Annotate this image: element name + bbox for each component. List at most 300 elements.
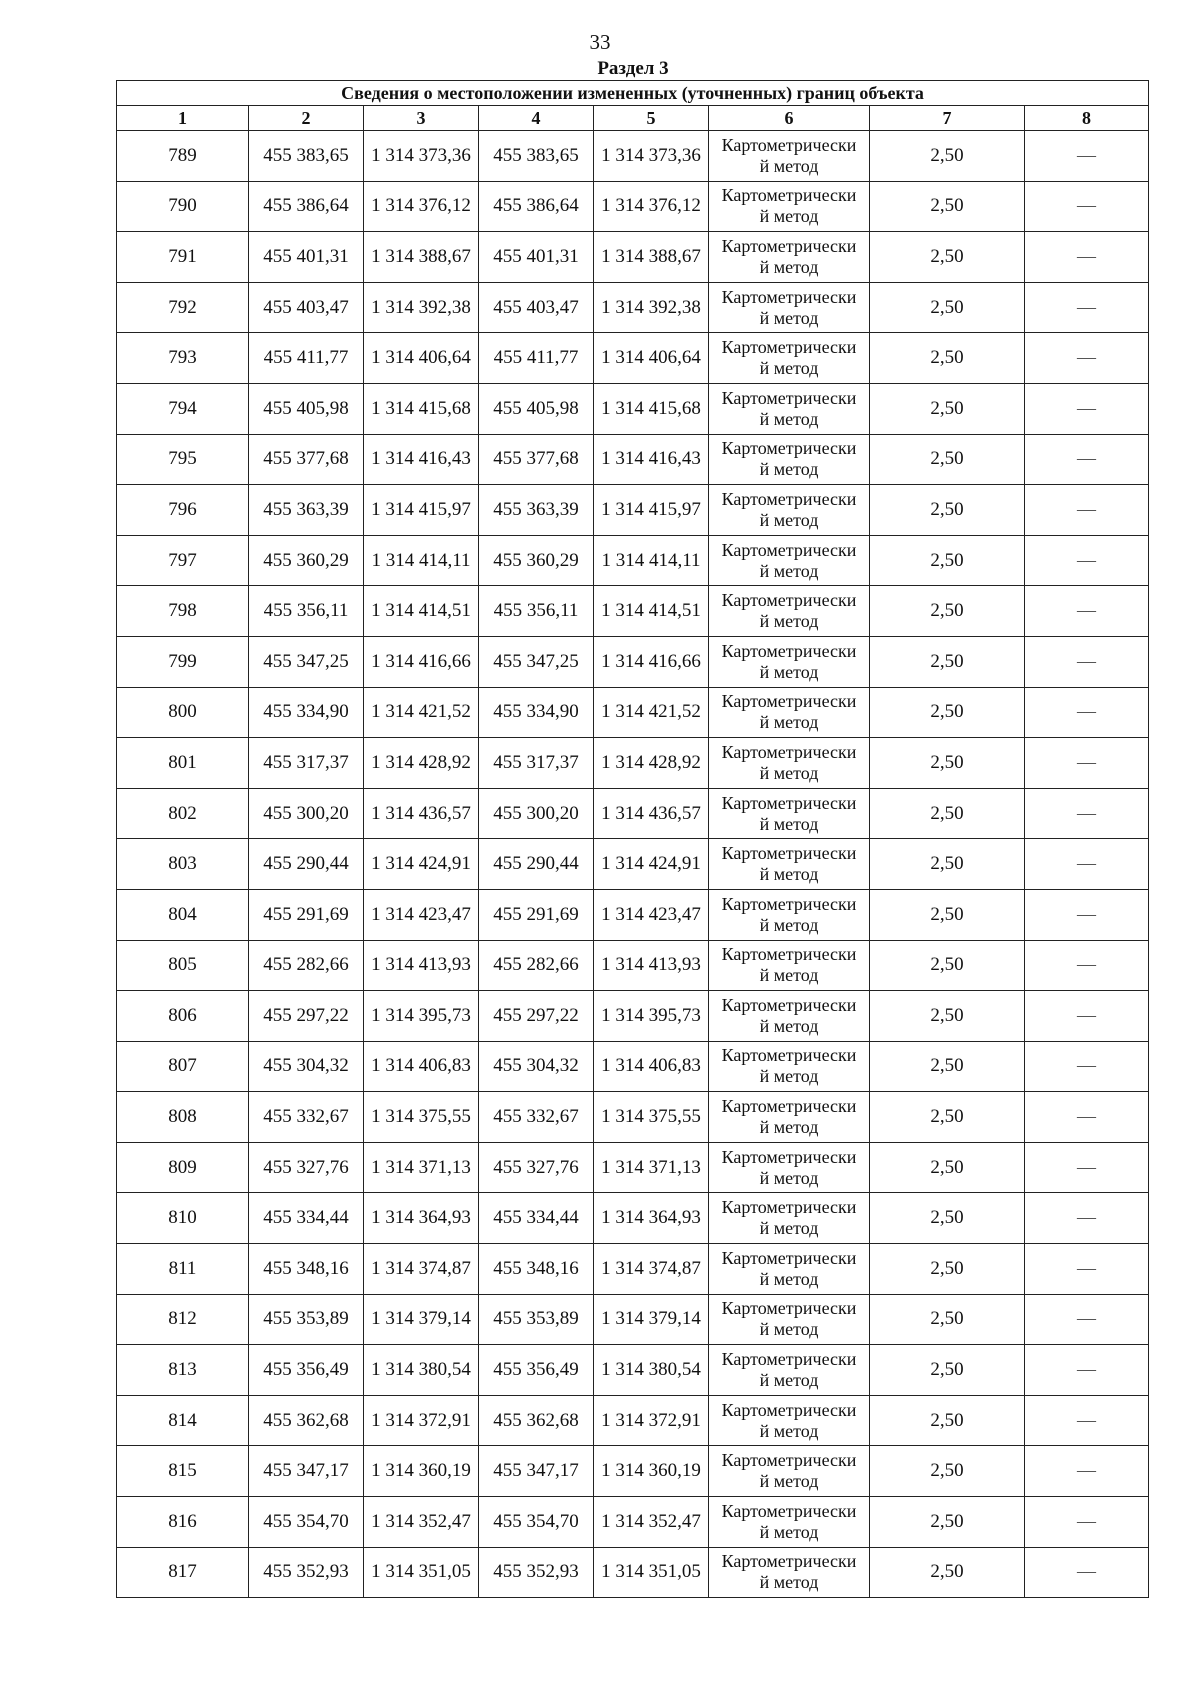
y-coordinate-cell: 1 314 421,52 (364, 687, 479, 738)
x-coordinate-cell: 455 411,77 (479, 333, 594, 384)
table-caption: Сведения о местоположении измененных (уточненных) границ объекта (117, 81, 1149, 106)
point-number-cell: 802 (117, 788, 249, 839)
accuracy-cell: 2,50 (870, 333, 1025, 384)
point-number-cell: 804 (117, 889, 249, 940)
table-row (117, 131, 1149, 182)
x-coordinate-cell: 455 356,49 (479, 1345, 594, 1396)
accuracy-cell: 2,50 (870, 687, 1025, 738)
accuracy-cell: 2,50 (870, 383, 1025, 434)
method-text-line: й метод (759, 1066, 819, 1087)
y-coordinate-cell: 1 314 375,55 (364, 1092, 479, 1143)
description-cell: — (1025, 131, 1149, 182)
x-coordinate-cell: 455 334,90 (479, 687, 594, 738)
accuracy-cell: 2,50 (870, 1395, 1025, 1446)
accuracy-cell: 2,50 (870, 232, 1025, 283)
table-row (117, 738, 1149, 789)
method-text-line: Картометрически (721, 1450, 857, 1471)
method-text-line: Картометрически (721, 1298, 857, 1319)
column-number: 2 (249, 106, 364, 131)
method-cell (709, 485, 870, 536)
method-text-line: Картометрически (721, 792, 857, 813)
y-coordinate-cell: 1 314 414,11 (364, 535, 479, 586)
x-coordinate-cell: 455 354,70 (479, 1497, 594, 1548)
accuracy-cell: 2,50 (870, 131, 1025, 182)
description-cell: — (1025, 1345, 1149, 1396)
x-coordinate-cell: 455 334,44 (249, 1193, 364, 1244)
point-number-cell: 805 (117, 940, 249, 991)
point-number-cell: 797 (117, 535, 249, 586)
description-cell: — (1025, 738, 1149, 789)
description-cell: — (1025, 991, 1149, 1042)
description-cell: — (1025, 535, 1149, 586)
point-number-cell: 790 (117, 181, 249, 232)
y-coordinate-cell: 1 314 380,54 (594, 1345, 709, 1396)
x-coordinate-cell: 455 353,89 (249, 1294, 364, 1345)
x-coordinate-cell: 455 362,68 (479, 1395, 594, 1446)
method-text-line: й метод (759, 256, 819, 277)
description-cell: — (1025, 282, 1149, 333)
method-text-line: Картометрически (721, 944, 857, 965)
method-text-line: Картометрически (721, 1551, 857, 1572)
table-row (117, 282, 1149, 333)
y-coordinate-cell: 1 314 415,97 (364, 485, 479, 536)
x-coordinate-cell: 455 317,37 (479, 738, 594, 789)
method-text-line: Картометрически (721, 438, 857, 459)
accuracy-cell: 2,50 (870, 940, 1025, 991)
y-coordinate-cell: 1 314 406,83 (364, 1041, 479, 1092)
method-cell (709, 687, 870, 738)
method-cell (709, 1345, 870, 1396)
method-text-line: й метод (759, 459, 819, 480)
description-cell: — (1025, 788, 1149, 839)
method-cell (709, 788, 870, 839)
x-coordinate-cell: 455 332,67 (249, 1092, 364, 1143)
point-number-cell: 791 (117, 232, 249, 283)
method-cell (709, 1142, 870, 1193)
table-row (117, 1041, 1149, 1092)
y-coordinate-cell: 1 314 415,68 (594, 383, 709, 434)
y-coordinate-cell: 1 314 423,47 (594, 889, 709, 940)
x-coordinate-cell: 455 332,67 (479, 1092, 594, 1143)
x-coordinate-cell: 455 347,25 (249, 636, 364, 687)
accuracy-cell: 2,50 (870, 738, 1025, 789)
y-coordinate-cell: 1 314 395,73 (594, 991, 709, 1042)
method-text-line: Картометрически (721, 539, 857, 560)
method-text-line: й метод (759, 1117, 819, 1138)
y-coordinate-cell: 1 314 360,19 (364, 1446, 479, 1497)
x-coordinate-cell: 455 383,65 (479, 131, 594, 182)
method-text-line: Картометрически (721, 590, 857, 611)
method-text-line: й метод (759, 206, 819, 227)
description-cell: — (1025, 1092, 1149, 1143)
description-cell: — (1025, 687, 1149, 738)
x-coordinate-cell: 455 352,93 (479, 1547, 594, 1598)
accuracy-cell: 2,50 (870, 991, 1025, 1042)
point-number-cell: 813 (117, 1345, 249, 1396)
y-coordinate-cell: 1 314 415,97 (594, 485, 709, 536)
description-cell: — (1025, 889, 1149, 940)
accuracy-cell: 2,50 (870, 282, 1025, 333)
description-cell: — (1025, 383, 1149, 434)
y-coordinate-cell: 1 314 364,93 (594, 1193, 709, 1244)
column-number: 4 (479, 106, 594, 131)
x-coordinate-cell: 455 347,25 (479, 636, 594, 687)
description-cell: — (1025, 232, 1149, 283)
y-coordinate-cell: 1 314 392,38 (364, 282, 479, 333)
method-text-line: Картометрически (721, 134, 857, 155)
y-coordinate-cell: 1 314 421,52 (594, 687, 709, 738)
x-coordinate-cell: 455 401,31 (249, 232, 364, 283)
y-coordinate-cell: 1 314 436,57 (364, 788, 479, 839)
method-cell (709, 1244, 870, 1295)
y-coordinate-cell: 1 314 360,19 (594, 1446, 709, 1497)
method-cell (709, 131, 870, 182)
description-cell: — (1025, 1395, 1149, 1446)
x-coordinate-cell: 455 352,93 (249, 1547, 364, 1598)
y-coordinate-cell: 1 314 351,05 (364, 1547, 479, 1598)
table-row (117, 1497, 1149, 1548)
y-coordinate-cell: 1 314 406,64 (594, 333, 709, 384)
y-coordinate-cell: 1 314 376,12 (364, 181, 479, 232)
table-row (117, 687, 1149, 738)
accuracy-cell: 2,50 (870, 889, 1025, 940)
y-coordinate-cell: 1 314 352,47 (364, 1497, 479, 1548)
description-cell: — (1025, 434, 1149, 485)
method-text-line: й метод (759, 762, 819, 783)
y-coordinate-cell: 1 314 414,11 (594, 535, 709, 586)
table-row (117, 485, 1149, 536)
method-text-line: Картометрически (721, 235, 857, 256)
table-body (117, 131, 1149, 1598)
column-number: 3 (364, 106, 479, 131)
column-number: 6 (709, 106, 870, 131)
accuracy-cell: 2,50 (870, 839, 1025, 890)
x-coordinate-cell: 455 304,32 (479, 1041, 594, 1092)
table-row (117, 1244, 1149, 1295)
y-coordinate-cell: 1 314 413,93 (594, 940, 709, 991)
point-number-cell: 809 (117, 1142, 249, 1193)
x-coordinate-cell: 455 290,44 (479, 839, 594, 890)
description-cell: — (1025, 1041, 1149, 1092)
y-coordinate-cell: 1 314 428,92 (594, 738, 709, 789)
description-cell: — (1025, 1547, 1149, 1598)
x-coordinate-cell: 455 356,11 (249, 586, 364, 637)
method-text-line: Картометрически (721, 741, 857, 762)
table-row (117, 1092, 1149, 1143)
x-coordinate-cell: 455 386,64 (249, 181, 364, 232)
accuracy-cell: 2,50 (870, 535, 1025, 586)
y-coordinate-cell: 1 314 371,13 (364, 1142, 479, 1193)
table-row (117, 1345, 1149, 1396)
accuracy-cell: 2,50 (870, 181, 1025, 232)
method-text-line: Картометрически (721, 286, 857, 307)
table-row (117, 1193, 1149, 1244)
table-row (117, 636, 1149, 687)
method-text-line: й метод (759, 1420, 819, 1441)
x-coordinate-cell: 455 282,66 (249, 940, 364, 991)
x-coordinate-cell: 455 386,64 (479, 181, 594, 232)
method-text-line: Картометрически (721, 691, 857, 712)
column-number-row (117, 106, 1149, 131)
point-number-cell: 817 (117, 1547, 249, 1598)
method-text-line: й метод (759, 509, 819, 530)
x-coordinate-cell: 455 356,11 (479, 586, 594, 637)
x-coordinate-cell: 455 401,31 (479, 232, 594, 283)
x-coordinate-cell: 455 304,32 (249, 1041, 364, 1092)
point-number-cell: 801 (117, 738, 249, 789)
y-coordinate-cell: 1 314 352,47 (594, 1497, 709, 1548)
method-text-line: Картометрически (721, 387, 857, 408)
x-coordinate-cell: 455 377,68 (249, 434, 364, 485)
x-coordinate-cell: 455 411,77 (249, 333, 364, 384)
method-text-line: Картометрически (721, 337, 857, 358)
y-coordinate-cell: 1 314 406,83 (594, 1041, 709, 1092)
method-cell (709, 1395, 870, 1446)
method-text-line: Картометрически (721, 893, 857, 914)
x-coordinate-cell: 455 403,47 (249, 282, 364, 333)
y-coordinate-cell: 1 314 375,55 (594, 1092, 709, 1143)
method-text-line: Картометрически (721, 1045, 857, 1066)
y-coordinate-cell: 1 314 373,36 (364, 131, 479, 182)
method-cell (709, 636, 870, 687)
y-coordinate-cell: 1 314 424,91 (594, 839, 709, 890)
y-coordinate-cell: 1 314 388,67 (594, 232, 709, 283)
point-number-cell: 794 (117, 383, 249, 434)
point-number-cell: 799 (117, 636, 249, 687)
method-text-line: Картометрически (721, 185, 857, 206)
table-row (117, 383, 1149, 434)
y-coordinate-cell: 1 314 374,87 (594, 1244, 709, 1295)
y-coordinate-cell: 1 314 388,67 (364, 232, 479, 283)
x-coordinate-cell: 455 354,70 (249, 1497, 364, 1548)
point-number-cell: 793 (117, 333, 249, 384)
column-number: 7 (870, 106, 1025, 131)
y-coordinate-cell: 1 314 413,93 (364, 940, 479, 991)
method-cell (709, 1294, 870, 1345)
x-coordinate-cell: 455 297,22 (479, 991, 594, 1042)
method-text-line: й метод (759, 1471, 819, 1492)
method-text-line: Картометрически (721, 1500, 857, 1521)
column-number: 5 (594, 106, 709, 131)
method-text-line: й метод (759, 408, 819, 429)
point-number-cell: 810 (117, 1193, 249, 1244)
method-text-line: й метод (759, 358, 819, 379)
point-number-cell: 808 (117, 1092, 249, 1143)
method-cell (709, 1547, 870, 1598)
x-coordinate-cell: 455 347,17 (249, 1446, 364, 1497)
y-coordinate-cell: 1 314 380,54 (364, 1345, 479, 1396)
accuracy-cell: 2,50 (870, 1497, 1025, 1548)
description-cell: — (1025, 839, 1149, 890)
x-coordinate-cell: 455 347,17 (479, 1446, 594, 1497)
table-row (117, 181, 1149, 232)
x-coordinate-cell: 455 356,49 (249, 1345, 364, 1396)
method-cell (709, 1041, 870, 1092)
x-coordinate-cell: 455 334,90 (249, 687, 364, 738)
method-text-line: Картометрически (721, 1197, 857, 1218)
x-coordinate-cell: 455 403,47 (479, 282, 594, 333)
method-text-line: Картометрически (721, 1247, 857, 1268)
accuracy-cell: 2,50 (870, 1446, 1025, 1497)
point-number-cell: 796 (117, 485, 249, 536)
method-text-line: й метод (759, 813, 819, 834)
method-cell (709, 181, 870, 232)
table-row (117, 839, 1149, 890)
y-coordinate-cell: 1 314 416,66 (594, 636, 709, 687)
point-number-cell: 815 (117, 1446, 249, 1497)
x-coordinate-cell: 455 363,39 (479, 485, 594, 536)
accuracy-cell: 2,50 (870, 1244, 1025, 1295)
y-coordinate-cell: 1 314 351,05 (594, 1547, 709, 1598)
x-coordinate-cell: 455 334,44 (479, 1193, 594, 1244)
accuracy-cell: 2,50 (870, 586, 1025, 637)
y-coordinate-cell: 1 314 395,73 (364, 991, 479, 1042)
description-cell: — (1025, 1193, 1149, 1244)
accuracy-cell: 2,50 (870, 1142, 1025, 1193)
method-cell (709, 1497, 870, 1548)
method-cell (709, 586, 870, 637)
method-text-line: Картометрически (721, 843, 857, 864)
x-coordinate-cell: 455 363,39 (249, 485, 364, 536)
method-cell (709, 1446, 870, 1497)
description-cell: — (1025, 1244, 1149, 1295)
method-cell (709, 991, 870, 1042)
column-number: 8 (1025, 106, 1149, 131)
accuracy-cell: 2,50 (870, 1041, 1025, 1092)
method-text-line: й метод (759, 1370, 819, 1391)
point-number-cell: 816 (117, 1497, 249, 1548)
x-coordinate-cell: 455 327,76 (479, 1142, 594, 1193)
y-coordinate-cell: 1 314 424,91 (364, 839, 479, 890)
method-cell (709, 434, 870, 485)
description-cell: — (1025, 586, 1149, 637)
y-coordinate-cell: 1 314 364,93 (364, 1193, 479, 1244)
table-row (117, 1142, 1149, 1193)
accuracy-cell: 2,50 (870, 1345, 1025, 1396)
x-coordinate-cell: 455 291,69 (479, 889, 594, 940)
x-coordinate-cell: 455 377,68 (479, 434, 594, 485)
point-number-cell: 814 (117, 1395, 249, 1446)
method-text-line: й метод (759, 1167, 819, 1188)
x-coordinate-cell: 455 300,20 (249, 788, 364, 839)
description-cell: — (1025, 1294, 1149, 1345)
method-text-line: й метод (759, 307, 819, 328)
method-text-line: й метод (759, 1218, 819, 1239)
table-row (117, 1547, 1149, 1598)
method-text-line: й метод (759, 155, 819, 176)
accuracy-cell: 2,50 (870, 636, 1025, 687)
method-text-line: Картометрически (721, 640, 857, 661)
method-cell (709, 282, 870, 333)
y-coordinate-cell: 1 314 379,14 (594, 1294, 709, 1345)
method-cell (709, 839, 870, 890)
description-cell: — (1025, 940, 1149, 991)
point-number-cell: 792 (117, 282, 249, 333)
point-number-cell: 798 (117, 586, 249, 637)
accuracy-cell: 2,50 (870, 485, 1025, 536)
y-coordinate-cell: 1 314 374,87 (364, 1244, 479, 1295)
point-number-cell: 795 (117, 434, 249, 485)
y-coordinate-cell: 1 314 372,91 (594, 1395, 709, 1446)
point-number-cell: 803 (117, 839, 249, 890)
method-text-line: Картометрически (721, 1349, 857, 1370)
y-coordinate-cell: 1 314 376,12 (594, 181, 709, 232)
description-cell: — (1025, 485, 1149, 536)
method-text-line: й метод (759, 1319, 819, 1340)
x-coordinate-cell: 455 383,65 (249, 131, 364, 182)
method-cell (709, 232, 870, 283)
method-cell (709, 889, 870, 940)
x-coordinate-cell: 455 348,16 (249, 1244, 364, 1295)
method-cell (709, 333, 870, 384)
page-number: 33 (589, 30, 611, 54)
section-title: Раздел 3 (597, 58, 669, 79)
method-text-line: й метод (759, 965, 819, 986)
method-cell (709, 1193, 870, 1244)
x-coordinate-cell: 455 291,69 (249, 889, 364, 940)
y-coordinate-cell: 1 314 416,66 (364, 636, 479, 687)
method-text-line: Картометрически (721, 994, 857, 1015)
description-cell: — (1025, 181, 1149, 232)
table-row (117, 1294, 1149, 1345)
table-row (117, 535, 1149, 586)
method-text-line: й метод (759, 1015, 819, 1036)
point-number-cell: 812 (117, 1294, 249, 1345)
method-text-line: й метод (759, 661, 819, 682)
x-coordinate-cell: 455 405,98 (249, 383, 364, 434)
y-coordinate-cell: 1 314 436,57 (594, 788, 709, 839)
y-coordinate-cell: 1 314 423,47 (364, 889, 479, 940)
method-cell (709, 383, 870, 434)
method-text-line: й метод (759, 1572, 819, 1593)
description-cell: — (1025, 1446, 1149, 1497)
description-cell: — (1025, 1497, 1149, 1548)
method-text-line: й метод (759, 611, 819, 632)
x-coordinate-cell: 455 405,98 (479, 383, 594, 434)
x-coordinate-cell: 455 300,20 (479, 788, 594, 839)
method-cell (709, 940, 870, 991)
x-coordinate-cell: 455 282,66 (479, 940, 594, 991)
method-text-line: Картометрически (721, 1146, 857, 1167)
method-cell (709, 1092, 870, 1143)
method-cell (709, 535, 870, 586)
y-coordinate-cell: 1 314 373,36 (594, 131, 709, 182)
x-coordinate-cell: 455 297,22 (249, 991, 364, 1042)
method-text-line: й метод (759, 1268, 819, 1289)
x-coordinate-cell: 455 290,44 (249, 839, 364, 890)
accuracy-cell: 2,50 (870, 1547, 1025, 1598)
method-text-line: й метод (759, 1521, 819, 1542)
table-row (117, 333, 1149, 384)
accuracy-cell: 2,50 (870, 1294, 1025, 1345)
y-coordinate-cell: 1 314 371,13 (594, 1142, 709, 1193)
method-text-line: й метод (759, 914, 819, 935)
method-text-line: Картометрически (721, 488, 857, 509)
accuracy-cell: 2,50 (870, 434, 1025, 485)
y-coordinate-cell: 1 314 392,38 (594, 282, 709, 333)
x-coordinate-cell: 455 362,68 (249, 1395, 364, 1446)
table-row (117, 788, 1149, 839)
y-coordinate-cell: 1 314 379,14 (364, 1294, 479, 1345)
point-number-cell: 800 (117, 687, 249, 738)
table-row (117, 940, 1149, 991)
x-coordinate-cell: 455 360,29 (479, 535, 594, 586)
table-row (117, 434, 1149, 485)
method-text-line: Картометрически (721, 1096, 857, 1117)
method-text-line: й метод (759, 560, 819, 581)
x-coordinate-cell: 455 317,37 (249, 738, 364, 789)
y-coordinate-cell: 1 314 415,68 (364, 383, 479, 434)
